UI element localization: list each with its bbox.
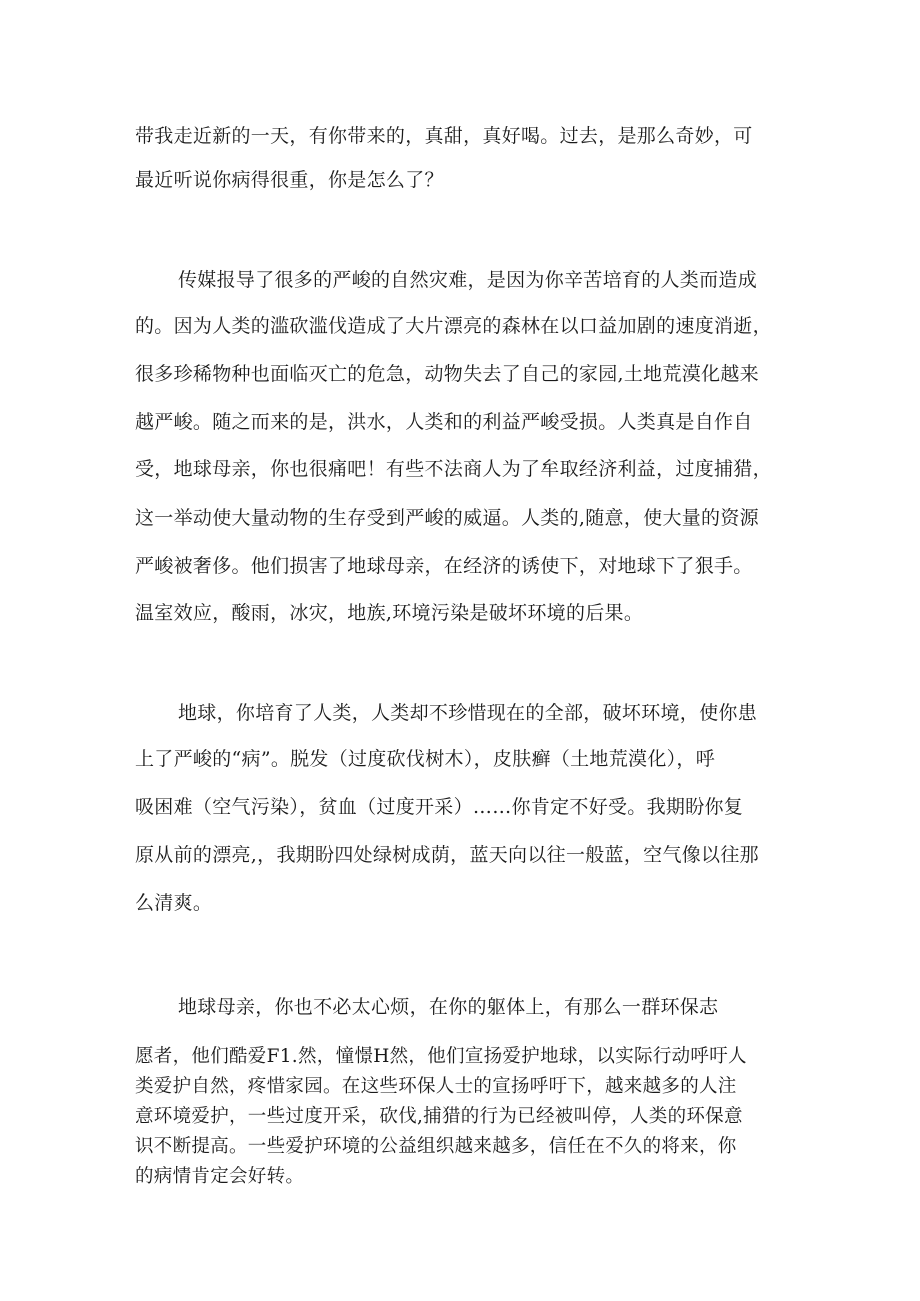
paragraph-2-line-2: 的。因为人类的滥砍滥伐造成了大片漂亮的森林在以口益加剧的速度消逝，: [135, 315, 772, 337]
paragraph-2-line-8: 温室效应，酸雨，冰灾，地族,环境污染是破坏环境的后果。: [135, 602, 644, 624]
paragraph-5-line-1: 愿者，他们酷爱F1.然，憧憬H然，他们宣扬爱护地球，以实际行动呼吁人: [135, 1046, 747, 1067]
paragraph-3-line-5: 么清爽。: [135, 892, 213, 914]
paragraph-2-line-1: 传媒报导了很多的严峻的自然灾难，是因为你辛苦培育的人类而造成: [178, 269, 758, 291]
paragraph-5-line-3: 意环境爱护，一些过度开采，砍伐,捕猎的行为已经被叫停，人类的环保意: [135, 1106, 743, 1127]
paragraph-4-line-1: 地球母亲，你也不必太心烦，在你的躯体上，有那么一群环保志: [178, 996, 719, 1018]
paragraph-1-line-1: 带我走近新的一天，有你带来的，真甜，真好喝。过去，是那么奇妙，可: [135, 125, 753, 147]
paragraph-5-line-4: 识不断提高。一些爱护环境的公益组织越来越多，信任在不久的将来，你: [135, 1136, 737, 1157]
paragraph-3-line-2: 上了严峻的“病”。脱发（过度砍伐树木），皮肤癣（土地荒漠化），呼: [135, 748, 716, 770]
paragraph-5-line-2: 类爱护自然，疼惜家园。在这些环保人士的宣扬呼吁下，越来越多的人注: [135, 1076, 737, 1097]
paragraph-3-line-3: 吸困难（空气污染），贫血（过度开采）……你肯定不好受。我期盼你复: [135, 796, 744, 818]
paragraph-3-line-4: 原从前的漂亮,，我期盼四处绿树成荫，蓝天向以往一般蓝，空气像以往那: [135, 844, 759, 866]
paragraph-3-line-1: 地球，你培育了人类，人类却不珍惜现在的全部，破坏环境，使你患: [178, 702, 758, 724]
paragraph-1-line-2: 最近听说你病得很重，你是怎么了？: [135, 169, 444, 191]
paragraph-2-line-4: 越严峻。随之而来的是，洪水，人类和的利益严峻受损。人类真是自作自: [135, 411, 753, 433]
paragraph-2-line-7: 严峻被奢侈。他们损害了地球母亲，在经济的诱使下，对地球下了狠手。: [135, 555, 753, 577]
paragraph-2-line-5: 受，地球母亲，你也很痛吧！有些不法商人为了牟取经济利益，过度捕猎，: [135, 458, 772, 480]
paragraph-2-line-3: 很多珍稀物种也面临灭亡的危急，动物失去了自己的家园,土地荒漠化越来: [135, 363, 759, 385]
paragraph-5-line-5: 的病情肯定会好转。: [135, 1166, 305, 1187]
paragraph-2-line-6: 这一举动使大量动物的生存受到严峻的威逼。人类的,随意，使大量的资源: [135, 507, 759, 529]
